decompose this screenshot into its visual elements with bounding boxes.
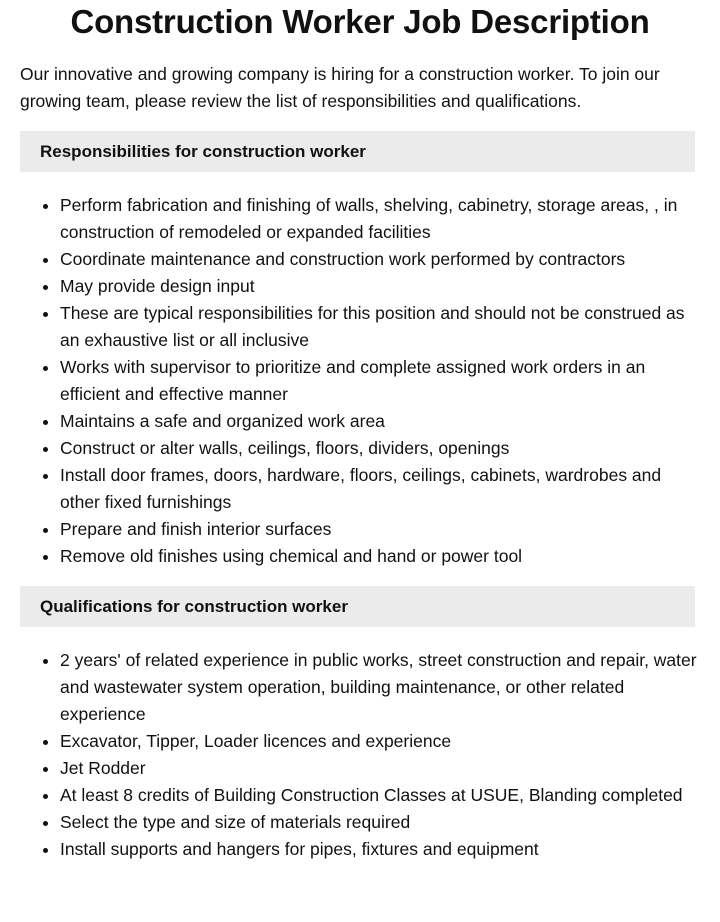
list-item: • Install supports and hangers for pipes, fixtures and equipment — [60, 836, 700, 863]
list-item: • Perform fabrication and finishing of walls, shelving, cabinetry, storage areas, , in construction of remodeled or expanded facilities — [60, 192, 700, 246]
list-item: • Install door frames, doors, hardware, floors, ceilings, cabinets, wardrobes and other fixed furnishings — [60, 462, 700, 516]
list-item: • 2 years' of related experience in public works, street construction and repair, water and wastewater system operation, building maintenance, or other related experience — [60, 647, 700, 728]
qualifications-heading: Qualifications for construction worker — [20, 586, 695, 627]
list-item: • Prepare and finish interior surfaces — [60, 516, 700, 543]
list-item: • Remove old finishes using chemical and hand or power tool — [60, 543, 700, 570]
intro-paragraph: Our innovative and growing company is hiring for a construction worker. To join our growing team, please review the list of responsibilities and qualifications. — [20, 64, 660, 111]
responsibilities-list — [0, 192, 700, 570]
list-item: • Coordinate maintenance and construction work performed by contractors — [60, 246, 700, 273]
list-item: • May provide design input — [60, 273, 700, 300]
page-title: Construction Worker Job Description — [70, 3, 650, 40]
list-item: • Select the type and size of materials required — [60, 809, 700, 836]
list-item: • Construct or alter walls, ceilings, floors, dividers, openings — [60, 435, 700, 462]
list-item: • These are typical responsibilities for this position and should not be construed as an exhaustive list or all inclusive — [60, 300, 700, 354]
list-item: • Excavator, Tipper, Loader licences and experience — [60, 728, 700, 755]
responsibilities-heading: Responsibilities for construction worker — [20, 131, 695, 172]
list-item: • Works with supervisor to prioritize and complete assigned work orders in an efficient and effective manner — [60, 354, 700, 408]
list-item: • At least 8 credits of Building Construction Classes at USUE, Blanding completed — [60, 782, 700, 809]
list-item: • Maintains a safe and organized work area — [60, 408, 700, 435]
qualifications-list — [0, 647, 700, 863]
list-item: • Jet Rodder — [60, 755, 700, 782]
